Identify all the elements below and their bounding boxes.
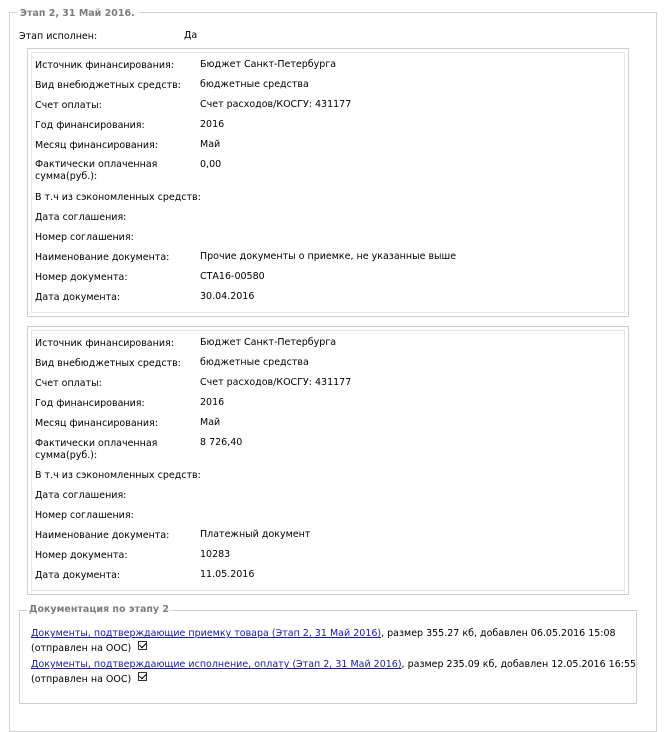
document-number-label: Номер документа: (35, 550, 128, 561)
paid-amount-label-line2: сумма(руб.): (35, 450, 98, 461)
stage-legend: Этап 2, 31 Май 2016. (17, 8, 138, 20)
paid-amount-value: 8 726,40 (200, 437, 243, 448)
doc-link-acceptance[interactable]: Документы, подтверждающие приемку товара (Этап 2, 31 Май 2016) (31, 628, 382, 639)
funding-source-value: Бюджет Санкт-Петербурга (200, 59, 337, 70)
document-date-value: 11.05.2016 (200, 569, 255, 580)
stage-completed-label: Этап исполнен: (19, 31, 98, 42)
extrabudget-value: бюджетные средства (200, 79, 309, 90)
document-date-label: Дата документа: (35, 292, 121, 303)
doc-link-payment[interactable]: Документы, подтверждающие исполнение, оплату (Этап 2, 31 Май 2016) (31, 659, 402, 670)
agreement-number-label: Номер соглашения: (35, 510, 134, 521)
agreement-number-label: Номер соглашения: (35, 232, 134, 243)
month-value: Май (200, 417, 221, 428)
document-date-label: Дата документа: (35, 570, 121, 581)
document-number-label: Номер документа: (35, 272, 128, 283)
account-value: Счет расходов/КОСГУ: 431177 (200, 377, 352, 388)
extrabudget-label: Вид внебюджетных средств: (35, 358, 181, 369)
document-date-value: 30.04.2016 (200, 291, 255, 302)
document-number-value: СТА16-00580 (200, 271, 265, 282)
documentation-fieldset (19, 610, 637, 704)
month-label: Месяц финансирования: (35, 140, 158, 151)
year-label: Год финансирования: (35, 398, 145, 409)
stage-completed-value: Да (184, 30, 198, 41)
document-number-value: 10283 (200, 549, 231, 560)
doc-sent-label: (отправлен на ООС) (31, 674, 132, 685)
document-name-value: Платежный документ (200, 529, 311, 540)
sent-checkbox[interactable] (138, 672, 147, 681)
account-value: Счет расходов/КОСГУ: 431177 (200, 99, 352, 110)
account-label: Счет оплаты: (35, 378, 102, 389)
funding-source-value: Бюджет Санкт-Петербурга (200, 337, 337, 348)
extrabudget-value: бюджетные средства (200, 357, 309, 368)
agreement-date-label: Дата соглашения: (35, 212, 127, 223)
year-label: Год финансирования: (35, 120, 145, 131)
paid-amount-label-line1: Фактически оплаченная (35, 438, 158, 449)
year-value: 2016 (200, 397, 225, 408)
documentation-legend: Документация по этапу 2 (29, 604, 170, 615)
document-name-label: Наименование документа: (35, 252, 170, 263)
funding-source-label: Источник финансирования: (35, 338, 174, 349)
sent-checkbox[interactable] (138, 641, 147, 650)
doc-meta: , размер 355.27 кб, добавлен 06.05.2016 15:08 (381, 628, 616, 639)
funding-source-label: Источник финансирования: (35, 60, 174, 71)
document-name-label: Наименование документа: (35, 530, 170, 541)
paid-amount-value: 0,00 (200, 159, 222, 170)
doc-sent-label: (отправлен на ООС) (31, 643, 132, 654)
doc-meta: , размер 235.09 кб, добавлен 12.05.2016 16:55 (401, 659, 637, 670)
month-label: Месяц финансирования: (35, 418, 158, 429)
year-value: 2016 (200, 119, 225, 130)
paid-amount-label-line2: сумма(руб.): (35, 171, 98, 182)
saved-funds-label: В т.ч из сэкономленных средств: (35, 192, 201, 203)
month-value: Май (200, 139, 221, 150)
doc-item-1 (31, 628, 616, 640)
extrabudget-label: Вид внебюджетных средств: (35, 80, 181, 91)
document-name-value: Прочие документы о приемке, не указанные выше (200, 251, 457, 262)
account-label: Счет оплаты: (35, 100, 102, 111)
doc-item-2 (31, 659, 636, 671)
saved-funds-label: В т.ч из сэкономленных средств: (35, 470, 201, 481)
paid-amount-label-line1: Фактически оплаченная (35, 159, 158, 170)
agreement-date-label: Дата соглашения: (35, 490, 127, 501)
